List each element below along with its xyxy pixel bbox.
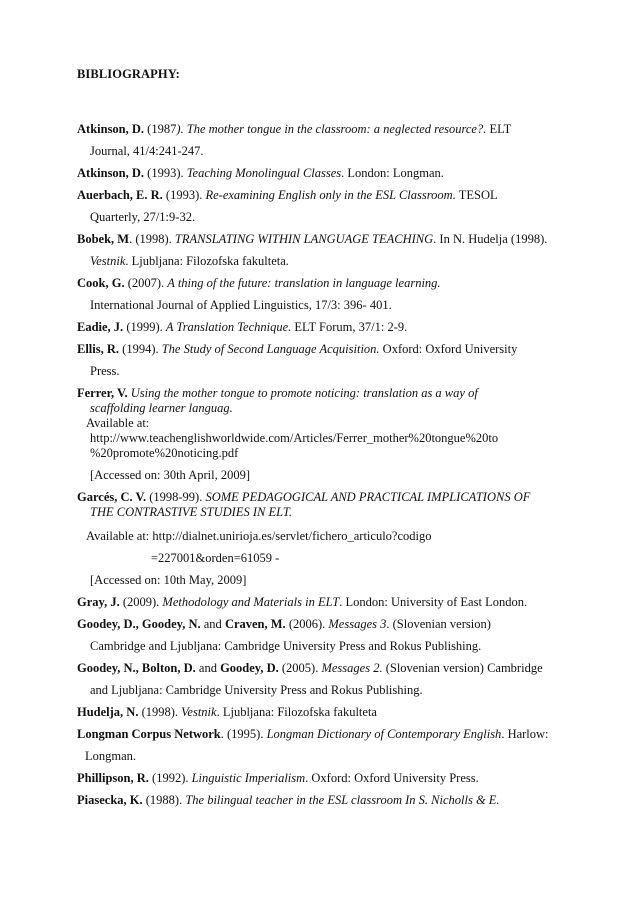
year: (2006). xyxy=(285,617,329,631)
author: Phillipson, R. xyxy=(77,771,149,785)
title: Re-examining English only in the ESL Classroom. xyxy=(205,188,456,202)
bib-entry-ellis-1994 xyxy=(77,338,598,382)
author: Hudelja, N. xyxy=(77,705,139,719)
url-link-continuation[interactable]: %20promote%20noticing.pdf xyxy=(90,446,239,460)
continuation: Cambridge and Ljubljana: Cambridge University Press and Rokus Publishing. xyxy=(90,639,482,653)
year: . (1998). xyxy=(129,232,175,246)
continuation: Longman. xyxy=(85,749,137,763)
title-continuation: scaffolding learner languag. xyxy=(90,401,233,415)
title: A Translation Technique. xyxy=(165,320,292,334)
author: Cook, G. xyxy=(77,276,125,290)
title: ). The mother tongue in the classroom: a neglected resource?. xyxy=(176,122,487,136)
source: . Ljubljana: Filozofska fakulteta xyxy=(216,705,377,719)
bib-entry-phillipson-1992 xyxy=(77,767,598,789)
title: Longman Dictionary of Contemporary English xyxy=(266,727,502,741)
source: ELT xyxy=(486,122,512,136)
author: Ellis, R. xyxy=(77,342,120,356)
accessed-date: [Accessed on: 10th May, 2009] xyxy=(90,573,247,587)
source: . (Slovenian version) xyxy=(386,617,491,631)
year: (1993). xyxy=(162,188,206,202)
bib-entry-eadie-1999 xyxy=(77,316,598,338)
author-2: Craven, M. xyxy=(224,617,286,631)
url-continuation[interactable]: =227001&orden=61059 - xyxy=(151,551,280,565)
year: (1993). xyxy=(144,166,187,180)
author: Ferrer, V. xyxy=(77,386,128,400)
bib-entry-hudelja-1998 xyxy=(77,701,598,723)
year: . (1995). xyxy=(220,727,267,741)
bib-entry-atkinson-1987 xyxy=(77,118,598,162)
page-heading: BIBLIOGRAPHY: xyxy=(77,67,180,81)
bib-entry-cook-2007 xyxy=(77,272,598,316)
author: Goodey, D., Goodey, N. xyxy=(77,617,201,631)
author: Bobek, M xyxy=(77,232,130,246)
year: (2009). xyxy=(119,595,163,609)
bib-entry-bobek-1998 xyxy=(77,228,598,272)
title: The bilingual teacher in the ESL classroom In S. Nicholls & E. xyxy=(185,793,500,807)
title: Linguistic Imperialism xyxy=(191,771,306,785)
bib-entry-gray-2009 xyxy=(77,591,598,613)
continuation: . Ljubljana: Filozofska fakulteta. xyxy=(125,254,289,268)
title: Methodology and Materials in ELT xyxy=(162,595,340,609)
author-2: Goodey, D. xyxy=(220,661,279,675)
author: Longman Corpus Network xyxy=(77,727,221,741)
continuation-title: Vestnik xyxy=(90,254,126,268)
bib-entry-ferrer xyxy=(77,382,598,486)
year: (1987 xyxy=(144,122,177,136)
bib-entry-goodey-2006 xyxy=(77,613,598,657)
author: Eadie, J. xyxy=(77,320,124,334)
title: Vestnik xyxy=(181,705,217,719)
title: A thing of the future: translation in language learning. xyxy=(167,276,441,290)
continuation: International Journal of Applied Linguistics, 17/3: 396- 401. xyxy=(90,298,392,312)
title: TRANSLATING WITHIN LANGUAGE TEACHING xyxy=(174,232,434,246)
source: ELT Forum, 37/1: 2-9. xyxy=(291,320,408,334)
continuation: and Ljubljana: Cambridge University Press and Rokus Publishing. xyxy=(90,683,423,697)
source: . London: University of East London. xyxy=(339,595,528,609)
conjunction: and xyxy=(200,617,225,631)
source: TESOL xyxy=(455,188,498,202)
title-continuation: THE CONTRASTIVE STUDIES IN ELT. xyxy=(90,505,292,519)
bib-entry-goodey-2005 xyxy=(77,657,598,701)
source: . Oxford: Oxford University Press. xyxy=(305,771,479,785)
year: (1999). xyxy=(123,320,166,334)
continuation: Quarterly, 27/1:9-32. xyxy=(90,210,196,224)
bib-entry-piasecka-1988 xyxy=(77,789,598,811)
source: Oxford: Oxford University xyxy=(379,342,518,356)
author: Garcés, C. V. xyxy=(77,490,147,504)
author: Atkinson, D. xyxy=(77,122,145,136)
year: (1994). xyxy=(119,342,162,356)
author: Atkinson, D. xyxy=(77,166,145,180)
source: . Harlow: xyxy=(501,727,549,741)
conjunction: and xyxy=(195,661,221,675)
year: (1998). xyxy=(138,705,182,719)
year: (2007). xyxy=(124,276,168,290)
source: . London: Longman. xyxy=(341,166,444,180)
title: Messages 2. xyxy=(321,661,383,675)
title: Messages 3 xyxy=(328,617,387,631)
title: Using the mother tongue to promote noticing: translation as a way of xyxy=(130,386,478,400)
title: SOME PEDAGOGICAL AND PRACTICAL IMPLICATIONS OF xyxy=(205,490,531,504)
author: Piasecka, K. xyxy=(77,793,143,807)
accessed-date: [Accessed on: 30th April, 2009] xyxy=(90,468,251,482)
year: (1988). xyxy=(142,793,186,807)
source: (Slovenian version) Cambridge xyxy=(382,661,543,675)
bib-entry-garces xyxy=(77,486,598,591)
continuation: Journal, 41/4:241-247. xyxy=(90,144,204,158)
author: Gray, J. xyxy=(77,595,120,609)
available-url[interactable]: Available at: http://dialnet.unirioja.es/servlet/fichero_articulo?codigo xyxy=(86,529,432,543)
author: Goodey, N., Bolton, D. xyxy=(77,661,196,675)
title: The Study of Second Language Acquisition. xyxy=(161,342,380,356)
year: (2005). xyxy=(278,661,322,675)
url-link[interactable]: http://www.teachenglishworldwide.com/Articles/Ferrer_mother%20tongue%20to xyxy=(90,431,499,445)
bib-entry-auerbach-1993 xyxy=(77,184,598,228)
available-label: Available at: xyxy=(86,416,150,430)
source: . In N. Hudelja (1998). xyxy=(433,232,548,246)
bib-entry-longman-1995 xyxy=(77,723,598,767)
author: Auerbach, E. R. xyxy=(77,188,163,202)
year: (1992). xyxy=(148,771,192,785)
bib-entry-atkinson-1993 xyxy=(77,162,598,184)
title: Teaching Monolingual Classes xyxy=(186,166,342,180)
year: (1998-99). xyxy=(146,490,206,504)
continuation: Press. xyxy=(90,364,120,378)
